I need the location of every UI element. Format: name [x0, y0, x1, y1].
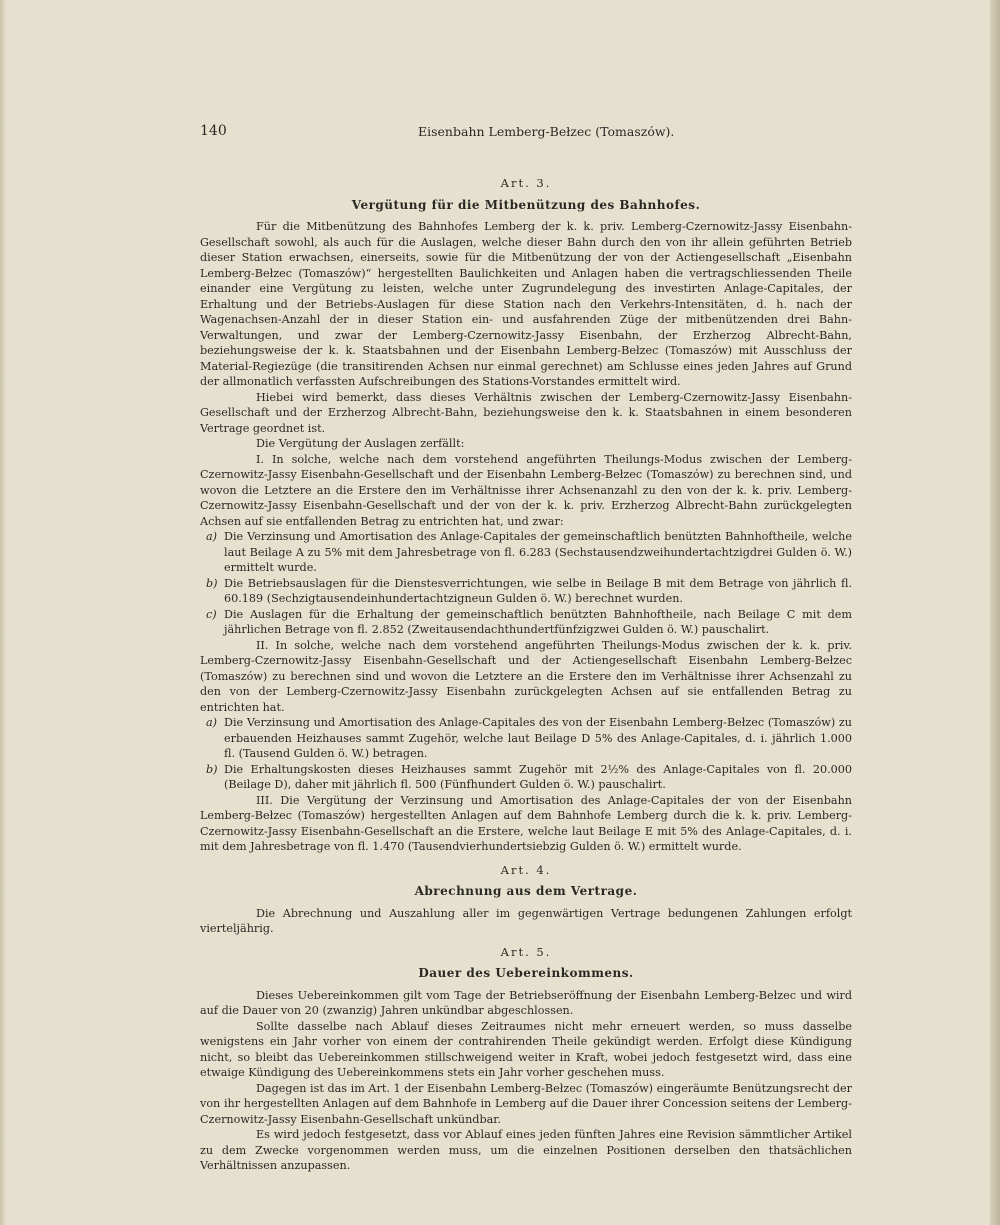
list-item-text: Die Verzinsung und Amortisation des Anlage-Capitales der gemeinschaftlich benützten Bahnhoftheile, welche laut Beilage A zu 5% mit dem Jahresbetrage von fl. 6.283 (Sechstausendzweihundertachtzigdrei Gulden ö. W.) ermittelt wurde. — [224, 530, 852, 574]
list-item — [200, 529, 852, 576]
running-title: Eisenbahn Lemberg-Bełzec (Tomaszów). — [418, 124, 675, 139]
article-3-paragraph-5: II. In solche, welche nach dem vorstehend angeführten Theilungs-Modus zwischen der k. k. priv. Lemberg-Czernowitz-Jassy Eisenbahn-Gesellschaft und der Actiengesellschaft Eisenbahn Lemberg-Bełzec (Tomaszów) zu berechnen sind und wovon die Letztere an die Erstere den im Verhältnisse ihrer Achsenzahl zu den von der Lemberg-Czernowitz-Jassy Eisenbahn zurückgelegten Achsen auf sie entfallenden Betrag zu entrichten hat. — [200, 638, 852, 714]
article-3-paragraph-1: Für die Mitbenützung des Bahnhofes Lemberg der k. k. priv. Lemberg-Czernowitz-Jassy Eisenbahn-Gesellschaft sowohl, als auch für die Auslagen, welche dieser Bahn durch den von ihr allein geführten Betrieb dieser Station erwachsen, einerseits, sowie für die Mitbenützung der von der Actiengesellschaft „Eisenbahn Lemberg-Bełzec (Tomaszów)“ hergestellten Baulichkeiten und Anlagen haben die vertragschliessenden Theile einander eine Vergütung zu leisten, welche unter Zugrundelegung des investirten Anlage-Capitales, der Erhaltung und der Betriebs-Auslagen für diese Station nach den Verkehrs-Intensitäten, d. h. nach der Wagenachsen-Anzahl der in dieser Station ein- und ausfahrenden Züge der mitbenützenden drei Bahn-Verwaltungen, und zwar der Lemberg-Czernowitz-Jassy Eisenbahn, der Erzherzog Albrecht-Bahn, beziehungsweise der k. k. Staatsbahnen und der Eisenbahn Lemberg-Bełzec (Tomaszów) mit Ausschluss der Material-Regiezüge (die transitirenden Achsen nur einmal gerechnet) am Schlusse eines jeden Jahres auf Grund der allmonatlich verfassten Aufschreibungen des Stations-Vorstandes ermittelt wird. — [200, 220, 852, 388]
list-item — [200, 607, 852, 638]
article-4-title: Abrechnung aus dem Vertrage. — [414, 884, 638, 898]
article-5-number: Art. 5. — [500, 944, 552, 959]
list-item-label: b) — [206, 762, 218, 776]
article-3-paragraph-6: III. Die Vergütung der Verzinsung und Amortisation des Anlage-Capitales der von der Eisenbahn Lemberg-Bełzec (Tomaszów) hergestellten Anlagen auf dem Bahnhofe Lemberg durch die k. k. priv. Lemberg-Czernowitz-Jassy Eisenbahn-Gesellschaft an die Erstere, welche laut Beilage E mit 5% des Anlage-Capitales, d. i. mit dem Jahresbetrage von fl. 1.470 (Tausendvierhundertsiebzig Gulden ö. W.) ermittelt wurde. — [200, 793, 852, 853]
list-item — [200, 715, 852, 762]
list-item-text: Die Betriebsauslagen für die Dienstesverrichtungen, wie selbe in Beilage B mit dem Betrage von jährlich fl. 60.189 (Sechzigtausendeinhundertachtzigneun Gulden ö. W.) berechnet wurden. — [224, 576, 852, 605]
article-5-paragraph-4: Es wird jedoch festgesetzt, dass vor Ablauf eines jeden fünften Jahres eine Revision sämmtlicher Artikel zu dem Zwecke vorgenommen werden muss, um die einzelnen Positionen derselben den thatsächlichen Verhältnissen anzupassen. — [200, 1128, 852, 1172]
page-number: 140 — [200, 123, 227, 139]
article-4-paragraph-1: Die Abrechnung und Auszahlung aller im gegenwärtigen Vertrage bedungenen Zahlungen erfolgt vierteljährig. — [200, 906, 852, 935]
list-item-text: Die Auslagen für die Erhaltung der gemeinschaftlich benützten Bahnhoftheile, nach Beilage C mit dem jährlichen Betrage von fl. 2.852 (Zweitausendachthundertfünfzigzwei Gulden ö. W.) pauschalirt. — [224, 607, 852, 636]
page-content — [200, 120, 852, 1174]
list-item-label: b) — [206, 576, 218, 590]
list-item — [200, 576, 852, 607]
list-item-label: a) — [206, 530, 218, 543]
page-edge-left — [0, 0, 6, 1225]
list-item-text: Die Verzinsung und Amortisation des Anlage-Capitales des von der Eisenbahn Lemberg-Bełzec (Tomaszów) zu erbauenden Heizhauses sammt Zugehör, welche laut Beilage D 5% des Anlage-Capitales, d. i. jährlich 1.000 fl. (Tausend Gulden ö. W.) betragen. — [224, 716, 852, 760]
list-item — [200, 762, 852, 793]
article-3-paragraph-3: Die Vergütung der Auslagen zerfällt: — [256, 437, 465, 450]
page-header — [200, 120, 852, 140]
list-item-label: c) — [206, 607, 217, 621]
article-3-number: Art. 3. — [500, 176, 552, 190]
list-item-text: Die Erhaltungskosten dieses Heizhauses sammt Zugehör mit 2½% des Anlage-Capitales von fl. 20.000 (Beilage D), daher mit jährlich fl. 500 (Fünfhundert Gulden ö. W.) pauschalirt. — [224, 762, 852, 791]
article-5-paragraph-3: Dagegen ist das im Art. 1 der Eisenbahn Lemberg-Bełzec (Tomaszów) eingeräumte Benützungsrecht der von ihr hergestellten Anlagen auf dem Bahnhofe in Lemberg auf die Dauer ihrer Concession seitens der Lemberg-Czernowitz-Jassy Eisenbahn-Gesellschaft unkündbar. — [200, 1081, 852, 1126]
article-5-paragraph-1: Dieses Uebereinkommen gilt vom Tage der Betriebseröffnung der Eisenbahn Lemberg-Bełzec und wird auf die Dauer von 20 (zwanzig) Jahren unkündbar abgeschlossen. — [200, 988, 852, 1017]
list-item-label: a) — [206, 716, 218, 729]
article-3-paragraph-2: Hiebei wird bemerkt, dass dieses Verhältnis zwischen der Lemberg-Czernowitz-Jassy Eisenbahn-Gesellschaft und der Erzherzog Albrecht-Bahn, beziehungsweise den k. k. Staatsbahnen in einem besonderen Vertrage geordnet ist. — [200, 390, 852, 435]
article-5-paragraph-2: Sollte dasselbe nach Ablauf dieses Zeitraumes nicht mehr erneuert werden, so muss dasselbe wenigstens ein Jahr vorher von einem der contrahirenden Theile gekündigt werden. Erfolgt diese Kündigung nicht, so bleibt das Uebereinkommen stillschweigend weiter in Kraft, wobei jedoch festgesetzt wird, dass eine etwaige Kündigung des Uebereinkommens stets ein Jahr vorher geschehen muss. — [200, 1019, 852, 1079]
article-3-title: Vergütung für die Mitbenützung des Bahnhofes. — [351, 197, 701, 212]
page-edge-right — [990, 0, 1000, 1225]
article-5-title: Dauer des Uebereinkommens. — [418, 966, 634, 980]
article-3-paragraph-4: I. In solche, welche nach dem vorstehend angeführten Theilungs-Modus zwischen der Lemberg-Czernowitz-Jassy Eisenbahn-Gesellschaft und der Eisenbahn Lemberg-Bełzec (Tomaszów) zu berechnen sind, und wovon die Letztere an die Erstere den im Verhältnisse ihrer Achsenanzahl zu den von der k. k. priv. Lemberg-Czernowitz-Jassy Eisenbahn-Gesellschaft und der von der k. k. priv. Erzherzog Albrecht-Bahn zurückgelegten Achsen auf sie entfallenden Betrag zu entrichten hat, und zwar: — [200, 452, 852, 528]
article-4-number: Art. 4. — [500, 862, 552, 877]
